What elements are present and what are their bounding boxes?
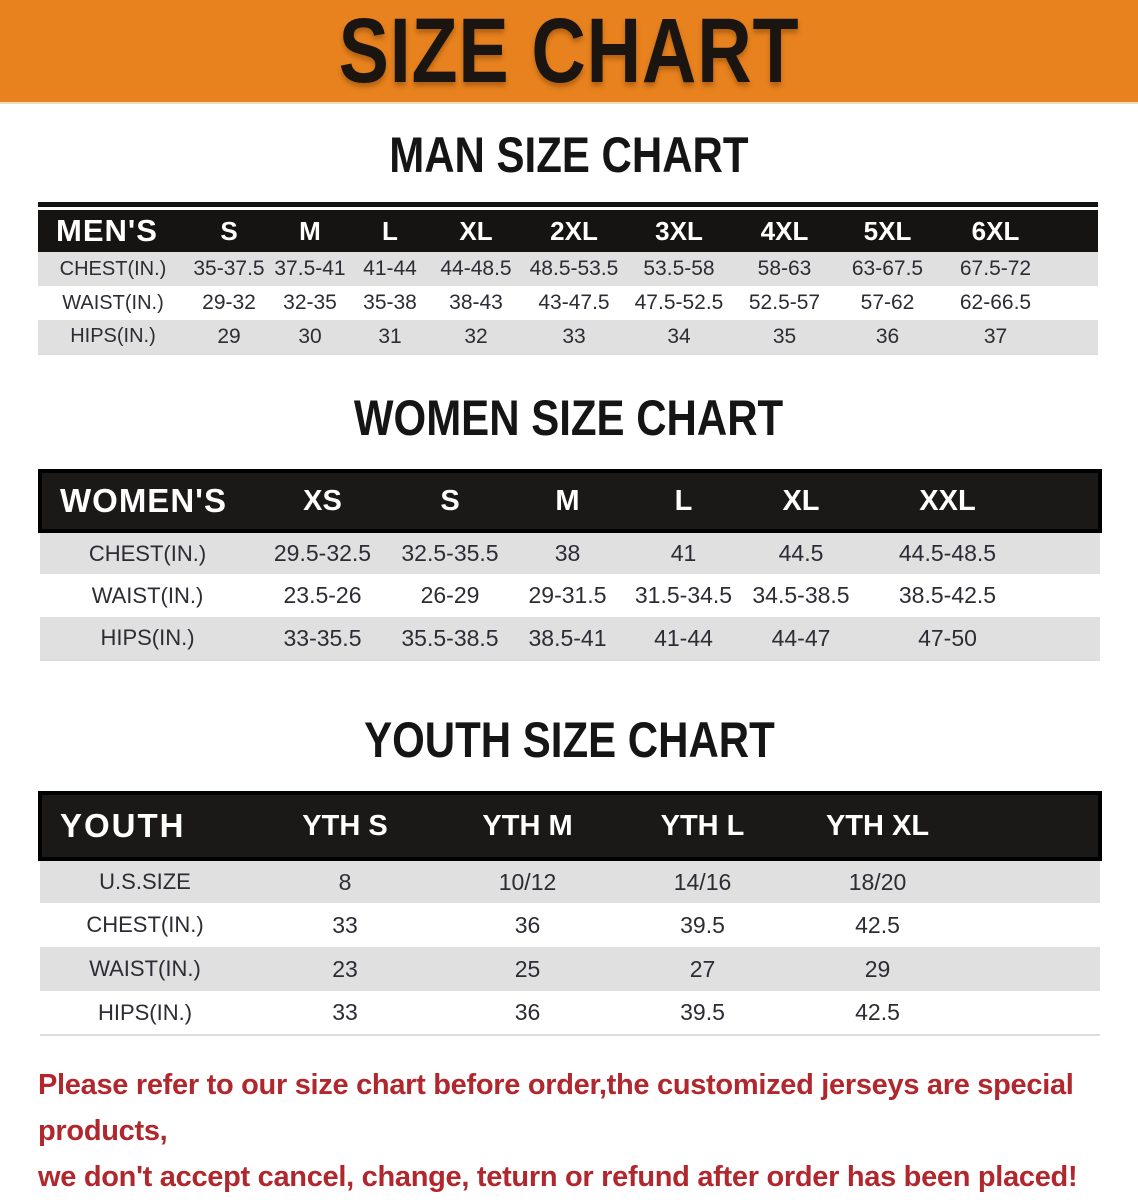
measurement-value: 44.5-48.5 (860, 531, 1035, 574)
measurement-value: 42.5 (790, 903, 965, 947)
size-column-header: 3XL (626, 210, 732, 252)
measurement-value: 36 (440, 991, 615, 1035)
measurement-value: 29 (188, 320, 270, 354)
men-size-section (0, 104, 1138, 355)
size-column-header: YTH XL (790, 793, 965, 859)
men-section-heading: MAN SIZE CHART (389, 127, 749, 183)
spacer-cell (1035, 617, 1100, 660)
youth-size-table-wrap (38, 791, 1098, 1036)
size-column-header: YTH M (440, 793, 615, 859)
measurement-row (40, 991, 1100, 1035)
measurement-label: CHEST(IN.) (40, 531, 255, 574)
measurement-row (40, 859, 1100, 903)
measurement-value: 33 (522, 320, 626, 354)
measurement-value: 8 (250, 859, 440, 903)
measurement-value: 39.5 (615, 991, 790, 1035)
size-column-header: S (188, 210, 270, 252)
measurement-value: 48.5-53.5 (522, 252, 626, 286)
measurement-value: 47.5-52.5 (626, 286, 732, 320)
measurement-value: 35 (732, 320, 837, 354)
page-title: SIZE CHART (338, 0, 800, 102)
size-header-row (38, 210, 1098, 252)
men-size-table-wrap (38, 202, 1098, 355)
measurement-value: 32-35 (270, 286, 350, 320)
measurement-value: 37.5-41 (270, 252, 350, 286)
measurement-row (40, 574, 1100, 617)
measurement-value: 10/12 (440, 859, 615, 903)
women-section-heading: WOMEN SIZE CHART (354, 390, 784, 446)
measurement-value: 57-62 (837, 286, 938, 320)
measurement-value: 36 (837, 320, 938, 354)
measurement-value: 35-37.5 (188, 252, 270, 286)
footnote-line-1: Please refer to our size chart before order,the customized jerseys are special products, (38, 1069, 1074, 1147)
measurement-value: 67.5-72 (938, 252, 1053, 286)
measurement-value: 52.5-57 (732, 286, 837, 320)
youth-size-section (0, 661, 1138, 1036)
size-column-header: 4XL (732, 210, 837, 252)
size-column-header: 5XL (837, 210, 938, 252)
youth-size-table (38, 791, 1102, 1036)
measurement-label: WAIST(IN.) (40, 947, 250, 991)
measurement-label: CHEST(IN.) (38, 252, 188, 286)
size-header-row (40, 471, 1100, 531)
measurement-value: 62-66.5 (938, 286, 1053, 320)
measurement-value: 14/16 (615, 859, 790, 903)
measurement-value: 42.5 (790, 991, 965, 1035)
youth-section-heading: YOUTH SIZE CHART (363, 712, 775, 768)
spacer-cell (1053, 210, 1098, 252)
measurement-value: 44-47 (742, 617, 860, 660)
measurement-value: 43-47.5 (522, 286, 626, 320)
size-column-header: XL (430, 210, 522, 252)
group-label: WOMEN'S (40, 471, 255, 531)
measurement-value: 58-63 (732, 252, 837, 286)
women-size-section (0, 355, 1138, 661)
measurement-row (38, 252, 1098, 286)
measurement-label: HIPS(IN.) (38, 320, 188, 354)
measurement-value: 33-35.5 (255, 617, 390, 660)
measurement-label: HIPS(IN.) (40, 617, 255, 660)
measurement-value: 26-29 (390, 574, 510, 617)
measurement-value: 25 (440, 947, 615, 991)
measurement-value: 23 (250, 947, 440, 991)
spacer-cell (965, 859, 1100, 903)
women-size-table (38, 469, 1102, 661)
measurement-value: 41-44 (625, 617, 742, 660)
measurement-row (40, 947, 1100, 991)
measurement-value: 29-31.5 (510, 574, 625, 617)
measurement-value: 29 (790, 947, 965, 991)
measurement-value: 39.5 (615, 903, 790, 947)
measurement-value: 53.5-58 (626, 252, 732, 286)
measurement-value: 38 (510, 531, 625, 574)
measurement-value: 18/20 (790, 859, 965, 903)
measurement-value: 63-67.5 (837, 252, 938, 286)
measurement-value: 23.5-26 (255, 574, 390, 617)
size-column-header: L (625, 471, 742, 531)
spacer-cell (1053, 286, 1098, 320)
measurement-label: WAIST(IN.) (38, 286, 188, 320)
measurement-value: 35-38 (350, 286, 430, 320)
spacer-cell (965, 991, 1100, 1035)
measurement-label: CHEST(IN.) (40, 903, 250, 947)
size-column-header: M (270, 210, 350, 252)
measurement-value: 34.5-38.5 (742, 574, 860, 617)
spacer-cell (965, 947, 1100, 991)
group-label: YOUTH (40, 793, 250, 859)
spacer-cell (1035, 471, 1100, 531)
measurement-value: 41 (625, 531, 742, 574)
men-size-table (38, 210, 1098, 355)
size-column-header: S (390, 471, 510, 531)
measurement-value: 32.5-35.5 (390, 531, 510, 574)
measurement-row (40, 617, 1100, 660)
measurement-value: 38-43 (430, 286, 522, 320)
table-top-rule (38, 202, 1098, 207)
measurement-value: 33 (250, 903, 440, 947)
size-column-header: YTH L (615, 793, 790, 859)
size-column-header: M (510, 471, 625, 531)
spacer-cell (1035, 531, 1100, 574)
measurement-value: 37 (938, 320, 1053, 354)
measurement-label: WAIST(IN.) (40, 574, 255, 617)
measurement-value: 41-44 (350, 252, 430, 286)
size-column-header: XXL (860, 471, 1035, 531)
measurement-value: 31 (350, 320, 430, 354)
measurement-value: 36 (440, 903, 615, 947)
measurement-value: 29-32 (188, 286, 270, 320)
size-column-header: XS (255, 471, 390, 531)
size-column-header: 6XL (938, 210, 1053, 252)
measurement-value: 38.5-41 (510, 617, 625, 660)
measurement-value: 31.5-34.5 (625, 574, 742, 617)
spacer-cell (1053, 252, 1098, 286)
measurement-value: 27 (615, 947, 790, 991)
measurement-value: 34 (626, 320, 732, 354)
measurement-value: 38.5-42.5 (860, 574, 1035, 617)
spacer-cell (1035, 574, 1100, 617)
measurement-value: 33 (250, 991, 440, 1035)
women-size-table-wrap (38, 469, 1098, 661)
measurement-row (40, 903, 1100, 947)
size-header-row (40, 793, 1100, 859)
measurement-row (38, 286, 1098, 320)
measurement-value: 44.5 (742, 531, 860, 574)
measurement-label: HIPS(IN.) (40, 991, 250, 1035)
measurement-row (38, 320, 1098, 354)
measurement-value: 30 (270, 320, 350, 354)
spacer-cell (965, 903, 1100, 947)
size-column-header: YTH S (250, 793, 440, 859)
group-label: MEN'S (38, 210, 188, 252)
footnote (38, 1062, 1108, 1200)
measurement-label: U.S.SIZE (40, 859, 250, 903)
size-column-header: 2XL (522, 210, 626, 252)
measurement-value: 29.5-32.5 (255, 531, 390, 574)
size-column-header: L (350, 210, 430, 252)
spacer-cell (1053, 320, 1098, 354)
spacer-cell (965, 793, 1100, 859)
measurement-value: 44-48.5 (430, 252, 522, 286)
measurement-value: 47-50 (860, 617, 1035, 660)
measurement-row (40, 531, 1100, 574)
footnote-line-2: we don't accept cancel, change, teturn or refund after order has been placed! (38, 1161, 1078, 1193)
measurement-value: 32 (430, 320, 522, 354)
banner (0, 0, 1138, 104)
size-column-header: XL (742, 471, 860, 531)
measurement-value: 35.5-38.5 (390, 617, 510, 660)
